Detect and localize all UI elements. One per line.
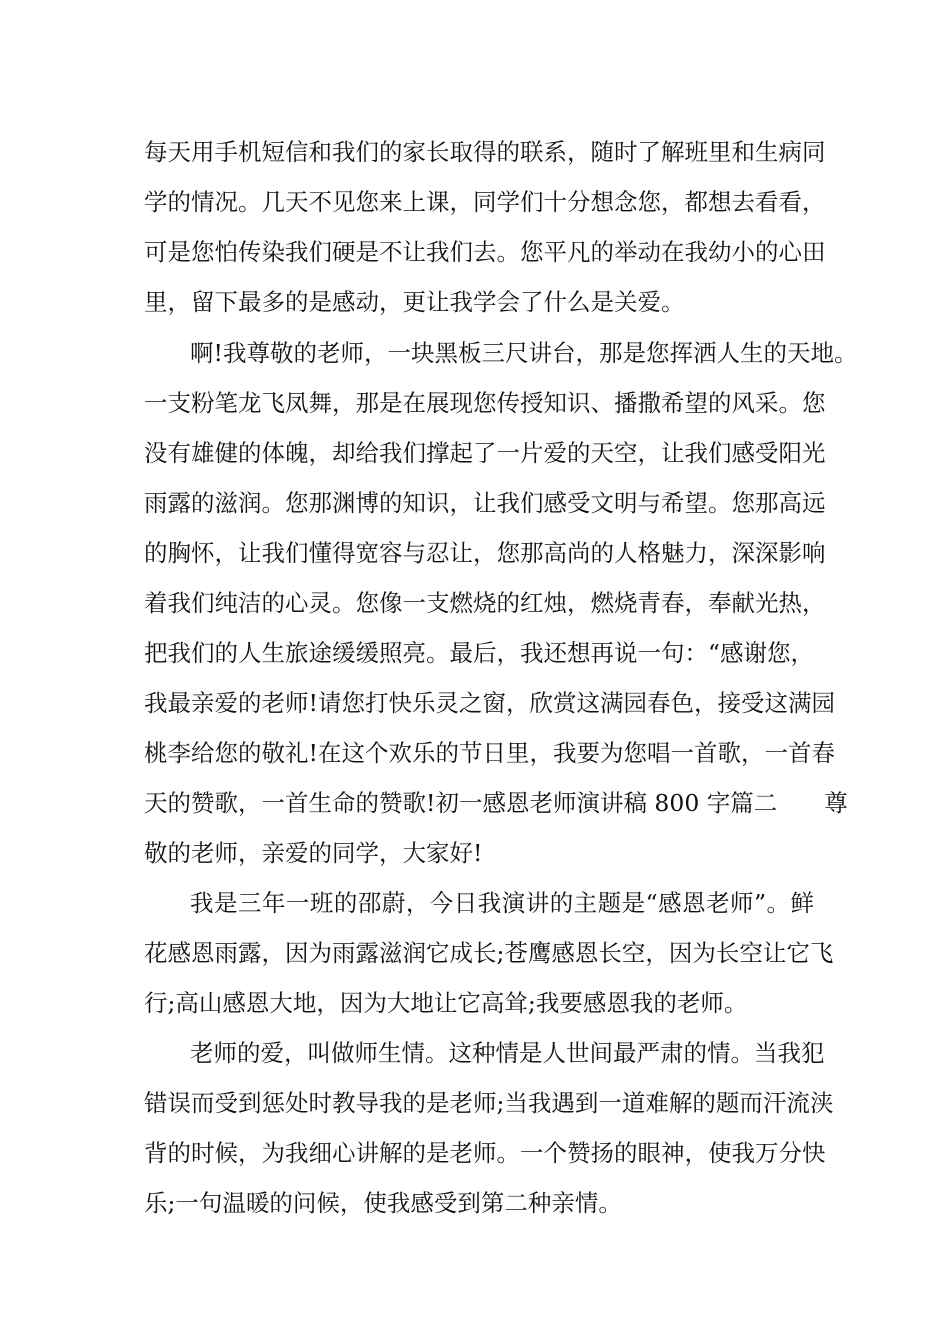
text-line: 的胸怀，让我们懂得宽容与忍让，您那高尚的人格魅力，深深影响 [144,539,826,567]
text-line: 里，留下最多的是感动，更让我学会了什么是关爱。 [144,288,685,316]
text-line: 乐;一句温暖的问候，使我感受到第二种亲情。 [144,1189,622,1217]
text-line: 可是您怕传染我们硬是不让我们去。您平凡的举动在我幼小的心田 [144,238,826,266]
text-line: 雨露的滋润。您那渊博的知识，让我们感受文明与希望。您那高远 [144,489,826,517]
text-line: 没有雄健的体魄，却给我们撑起了一片爱的天空，让我们感受阳光 [144,439,826,467]
text-line: 错误而受到惩处时教导我的是老师;当我遇到一道难解的题而汗流浃 [144,1089,834,1117]
text-line: 每天用手机短信和我们的家长取得的联系，随时了解班里和生病同 [144,138,826,166]
text-line: 背的时候，为我细心讲解的是老师。一个赞扬的眼神，使我万分快 [144,1139,826,1167]
text-line: 着我们纯洁的心灵。您像一支燃烧的红烛，燃烧青春，奉献光热， [144,589,826,617]
paragraph-first-line: 我是三年一班的邵蔚，今日我演讲的主题是“感恩老师”。鲜 [190,889,814,917]
text-line: 桃李给您的敬礼!在这个欢乐的节日里，我要为您唱一首歌，一首春 [144,739,835,767]
text-line: 行;高山感恩大地，因为大地让它高耸;我要感恩我的老师。 [144,989,748,1017]
paragraph-first-line: 老师的爱，叫做师生情。这种情是人世间最严肃的情。当我犯 [190,1039,825,1067]
text-line: 敬的老师，亲爱的同学，大家好! [144,839,483,867]
paragraph-first-line: 啊!我尊敬的老师，一块黑板三尺讲台，那是您挥洒人生的天地。 [190,339,858,367]
text-line: 把我们的人生旅途缓缓照亮。最后，我还想再说一句：“感谢您， [144,639,815,667]
text-line: 一支粉笔龙飞凤舞，那是在展现您传授知识、播撒希望的风采。您 [144,389,826,417]
text-line: 天的赞歌，一首生命的赞歌!初一感恩老师演讲稿 800 字篇二 尊 [144,789,848,817]
text-line: 学的情况。几天不见您来上课，同学们十分想念您，都想去看看， [144,188,826,216]
text-line: 我最亲爱的老师!请您打快乐灵之窗，欣赏这满园春色，接受这满园 [144,689,835,717]
text-line: 花感恩雨露，因为雨露滋润它成长;苍鹰感恩长空，因为长空让它飞 [144,939,834,967]
